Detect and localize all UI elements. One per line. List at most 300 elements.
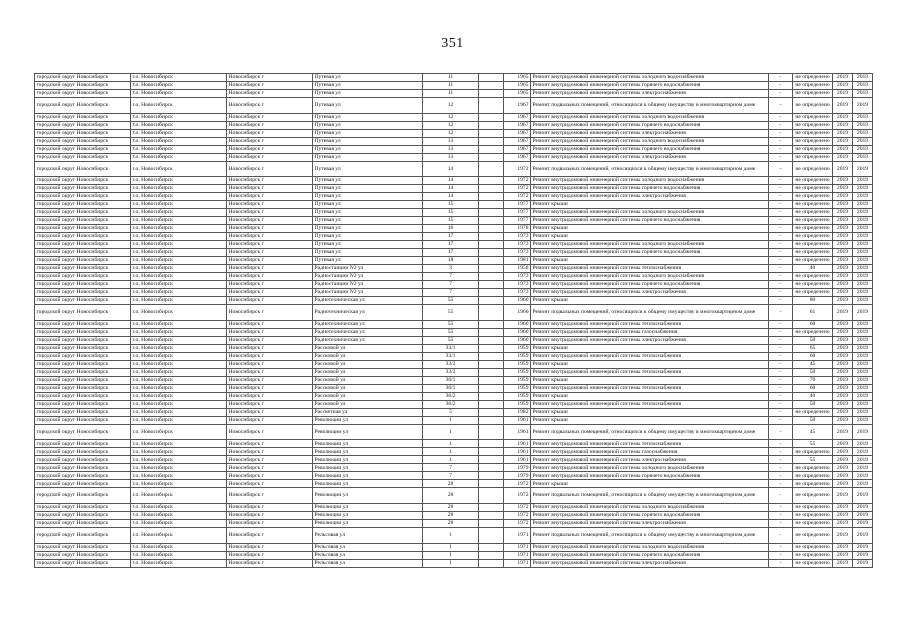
year-built-cell: 1959 [504,352,531,360]
street-cell: Путевая ул [313,257,423,265]
settlement-cell: Новосибирск г [227,74,313,82]
work-type-cell: Ремонт внутридомовой инженерной системы электроснабжения [531,289,769,297]
municipality-cell: городской округ Новосибирск [35,352,131,360]
house-number-cell: 15 [423,217,479,225]
settlement-cell: Новосибирск г [227,440,313,448]
house-number-cell: 7 [423,273,479,281]
settlement-cell: Новосибирск г [227,137,313,145]
plan-year-end-cell: 2019 [853,543,873,551]
house-number-cell: 3 [423,265,479,273]
dash-cell-cell: - [769,320,793,328]
quantity-cell: не определено [793,241,833,249]
municipality-cell: городской округ Новосибирск [35,209,131,217]
building-cell [479,527,504,543]
table-row [35,543,873,551]
settlement-cell: Новосибирск г [227,352,313,360]
settlement-cell: Новосибирск г [227,121,313,129]
year-built-cell: 1960 [504,328,531,336]
settlement-cell: Новосибирск г [227,519,313,527]
building-cell [479,265,504,273]
table-row [35,225,873,233]
dash-cell-cell: - [769,464,793,472]
plan-year-start-cell: 2019 [833,98,853,114]
dash-cell-cell: - [769,249,793,257]
table-row [35,90,873,98]
work-type-cell: Ремонт внутридомовой инженерной системы горячего водоснабжения [531,249,769,257]
year-built-cell: 1972 [504,480,531,488]
plan-year-end-cell: 2019 [853,416,873,424]
dash-cell-cell: - [769,551,793,559]
street-cell: Путевая ул [313,153,423,161]
plan-year-end-cell: 2019 [853,98,873,114]
plan-year-end-cell: 2019 [853,74,873,82]
municipal-district-cell: г.о. Новосибирск [131,368,227,376]
settlement-cell: Новосибирск г [227,503,313,511]
building-cell [479,177,504,185]
house-number-cell: 28 [423,519,479,527]
plan-year-end-cell: 2019 [853,217,873,225]
table-row [35,352,873,360]
street-cell: Революции ул [313,503,423,511]
settlement-cell: Новосибирск г [227,551,313,559]
work-type-cell: Ремонт внутридомовой инженерной системы теплоснабжения [531,384,769,392]
table-row [35,281,873,289]
municipal-district-cell: г.о. Новосибирск [131,305,227,321]
table-row [35,384,873,392]
table-row [35,201,873,209]
plan-year-end-cell: 2019 [853,297,873,305]
municipality-cell: городской округ Новосибирск [35,297,131,305]
house-number-cell: 11 [423,90,479,98]
building-cell [479,121,504,129]
municipal-district-cell: г.о. Новосибирск [131,273,227,281]
work-type-cell: Ремонт внутридомовой инженерной системы электроснабжения [531,90,769,98]
street-cell: Путевая ул [313,201,423,209]
building-cell [479,344,504,352]
building-cell [479,448,504,456]
plan-year-end-cell: 2019 [853,368,873,376]
house-number-cell: 14 [423,193,479,201]
plan-year-start-cell: 2019 [833,456,853,464]
settlement-cell: Новосибирск г [227,336,313,344]
quantity-cell: 45 [793,424,833,440]
municipality-cell: городской округ Новосибирск [35,225,131,233]
dash-cell-cell: - [769,273,793,281]
plan-year-start-cell: 2019 [833,129,853,137]
settlement-cell: Новосибирск г [227,400,313,408]
work-type-cell: Ремонт внутридомовой инженерной системы теплоснабжения [531,440,769,448]
plan-year-end-cell: 2019 [853,121,873,129]
year-built-cell: 1959 [504,344,531,352]
plan-year-start-cell: 2019 [833,273,853,281]
building-cell [479,145,504,153]
quantity-cell: 40 [793,265,833,273]
building-cell [479,297,504,305]
dash-cell-cell: - [769,193,793,201]
building-cell [479,320,504,328]
dash-cell-cell: - [769,90,793,98]
quantity-cell: не определено [793,217,833,225]
settlement-cell: Новосибирск г [227,273,313,281]
plan-year-start-cell: 2019 [833,320,853,328]
municipal-district-cell: г.о. Новосибирск [131,408,227,416]
building-cell [479,281,504,289]
plan-year-end-cell: 2019 [853,448,873,456]
table-row [35,368,873,376]
municipal-district-cell: г.о. Новосибирск [131,241,227,249]
work-type-cell: Ремонт крыши [531,416,769,424]
building-cell [479,193,504,201]
house-number-cell: 17 [423,249,479,257]
municipality-cell: городской округ Новосибирск [35,527,131,543]
quantity-cell: не определено [793,519,833,527]
settlement-cell: Новосибирск г [227,416,313,424]
plan-year-end-cell: 2019 [853,82,873,90]
quantity-cell: не определено [793,408,833,416]
plan-year-start-cell: 2019 [833,137,853,145]
year-built-cell: 1961 [504,440,531,448]
municipality-cell: городской округ Новосибирск [35,98,131,114]
year-built-cell: 1973 [504,241,531,249]
plan-year-start-cell: 2019 [833,209,853,217]
dash-cell-cell: - [769,113,793,121]
building-cell [479,519,504,527]
municipality-cell: городской округ Новосибирск [35,90,131,98]
table-row [35,456,873,464]
settlement-cell: Новосибирск г [227,161,313,177]
house-number-cell: 36/1 [423,376,479,384]
settlement-cell: Новосибирск г [227,82,313,90]
building-cell [479,360,504,368]
work-type-cell: Ремонт внутридомовой инженерной системы горячего водоснабжения [531,82,769,90]
settlement-cell: Новосибирск г [227,113,313,121]
municipality-cell: городской округ Новосибирск [35,448,131,456]
settlement-cell: Новосибирск г [227,408,313,416]
quantity-cell: 60 [793,320,833,328]
building-cell [479,464,504,472]
table-row [35,400,873,408]
building-cell [479,241,504,249]
building-cell [479,249,504,257]
plan-year-end-cell: 2019 [853,328,873,336]
building-cell [479,225,504,233]
plan-year-start-cell: 2019 [833,257,853,265]
house-number-cell: 28 [423,511,479,519]
table-row [35,336,873,344]
year-built-cell: 1961 [504,424,531,440]
plan-year-start-cell: 2019 [833,376,853,384]
house-number-cell: 17 [423,233,479,241]
house-number-cell: 16 [423,225,479,233]
plan-year-end-cell: 2019 [853,113,873,121]
registry-body [35,74,873,568]
plan-year-end-cell: 2019 [853,177,873,185]
quantity-cell: не определено [793,121,833,129]
work-type-cell: Ремонт внутридомовой инженерной системы горячего водоснабжения [531,281,769,289]
house-number-cell: 36/2 [423,400,479,408]
year-built-cell: 1959 [504,376,531,384]
dash-cell-cell: - [769,488,793,504]
plan-year-start-cell: 2019 [833,225,853,233]
table-row [35,440,873,448]
work-type-cell: Ремонт внутридомовой инженерной системы электроснабжения [531,129,769,137]
settlement-cell: Новосибирск г [227,527,313,543]
table-row [35,297,873,305]
dash-cell-cell: - [769,74,793,82]
plan-year-start-cell: 2019 [833,352,853,360]
work-type-cell: Ремонт крыши [531,201,769,209]
street-cell: Революции ул [313,472,423,480]
work-type-cell: Ремонт внутридомовой инженерной системы холодного водоснабжения [531,503,769,511]
house-number-cell: 18 [423,257,479,265]
street-cell: Путевая ул [313,137,423,145]
settlement-cell: Новосибирск г [227,225,313,233]
building-cell [479,424,504,440]
house-number-cell: 17 [423,241,479,249]
plan-year-end-cell: 2019 [853,360,873,368]
municipal-district-cell: г.о. Новосибирск [131,480,227,488]
municipality-cell: городской округ Новосибирск [35,551,131,559]
street-cell: Рельсовая ул [313,543,423,551]
municipality-cell: городской округ Новосибирск [35,472,131,480]
municipality-cell: городской округ Новосибирск [35,257,131,265]
plan-year-start-cell: 2019 [833,90,853,98]
quantity-cell: не определено [793,90,833,98]
municipal-district-cell: г.о. Новосибирск [131,265,227,273]
municipality-cell: городской округ Новосибирск [35,416,131,424]
year-built-cell: 1972 [504,511,531,519]
year-built-cell: 1982 [504,408,531,416]
table-row [35,360,873,368]
settlement-cell: Новосибирск г [227,328,313,336]
building-cell [479,543,504,551]
municipal-district-cell: г.о. Новосибирск [131,472,227,480]
year-built-cell: 1960 [504,297,531,305]
municipal-district-cell: г.о. Новосибирск [131,82,227,90]
municipality-cell: городской округ Новосибирск [35,408,131,416]
building-cell [479,511,504,519]
plan-year-end-cell: 2019 [853,289,873,297]
municipal-district-cell: г.о. Новосибирск [131,543,227,551]
street-cell: Путевая ул [313,161,423,177]
plan-year-start-cell: 2019 [833,74,853,82]
plan-year-end-cell: 2019 [853,344,873,352]
building-cell [479,488,504,504]
municipality-cell: городской округ Новосибирск [35,241,131,249]
municipality-cell: городской округ Новосибирск [35,137,131,145]
house-number-cell: 7 [423,472,479,480]
house-number-cell: 36/1 [423,384,479,392]
municipal-district-cell: г.о. Новосибирск [131,153,227,161]
building-cell [479,113,504,121]
plan-year-end-cell: 2019 [853,305,873,321]
table-row [35,273,873,281]
work-type-cell: Ремонт внутридомовой инженерной системы холодного водоснабжения [531,273,769,281]
dash-cell-cell: - [769,440,793,448]
plan-year-start-cell: 2019 [833,400,853,408]
quantity-cell: не определено [793,225,833,233]
dash-cell-cell: - [769,424,793,440]
settlement-cell: Новосибирск г [227,90,313,98]
table-row [35,559,873,567]
house-number-cell: 55 [423,320,479,328]
building-cell [479,352,504,360]
plan-year-end-cell: 2019 [853,336,873,344]
municipality-cell: городской округ Новосибирск [35,344,131,352]
year-built-cell: 1967 [504,137,531,145]
building-cell [479,480,504,488]
dash-cell-cell: - [769,400,793,408]
plan-year-end-cell: 2019 [853,464,873,472]
settlement-cell: Новосибирск г [227,257,313,265]
building-cell [479,289,504,297]
house-number-cell: 1 [423,527,479,543]
municipality-cell: городской округ Новосибирск [35,360,131,368]
street-cell: Рельсовая ул [313,559,423,567]
quantity-cell: 50 [793,400,833,408]
building-cell [479,336,504,344]
municipality-cell: городской округ Новосибирск [35,273,131,281]
work-type-cell: Ремонт внутридомовой инженерной системы электроснабжения [531,519,769,527]
plan-year-end-cell: 2019 [853,320,873,328]
dash-cell-cell: - [769,336,793,344]
work-type-cell: Ремонт внутридомовой инженерной системы горячего водоснабжения [531,217,769,225]
year-built-cell: 1972 [504,177,531,185]
municipal-district-cell: г.о. Новосибирск [131,121,227,129]
table-row [35,185,873,193]
work-type-cell: Ремонт внутридомовой инженерной системы горячего водоснабжения [531,121,769,129]
house-number-cell: 55 [423,305,479,321]
year-built-cell: 1979 [504,464,531,472]
work-type-cell: Ремонт внутридомовой инженерной системы горячего водоснабжения [531,185,769,193]
work-type-cell: Ремонт внутридомовой инженерной системы теплоснабжения [531,352,769,360]
building-cell [479,376,504,384]
year-built-cell: 1958 [504,265,531,273]
house-number-cell: 33/1 [423,352,479,360]
street-cell: Рассковой ул [313,360,423,368]
municipality-cell: городской округ Новосибирск [35,145,131,153]
dash-cell-cell: - [769,472,793,480]
house-number-cell: 33/2 [423,368,479,376]
quantity-cell: не определено [793,257,833,265]
municipality-cell: городской округ Новосибирск [35,480,131,488]
quantity-cell: 60 [793,384,833,392]
dash-cell-cell: - [769,360,793,368]
street-cell: Путевая ул [313,129,423,137]
settlement-cell: Новосибирск г [227,129,313,137]
year-built-cell: 1965 [504,82,531,90]
settlement-cell: Новосибирск г [227,392,313,400]
plan-year-end-cell: 2019 [853,209,873,217]
settlement-cell: Новосибирск г [227,265,313,273]
building-cell [479,98,504,114]
building-cell [479,400,504,408]
building-cell [479,82,504,90]
quantity-cell: 45 [793,360,833,368]
year-built-cell: 1967 [504,129,531,137]
municipal-district-cell: г.о. Новосибирск [131,193,227,201]
municipal-district-cell: г.о. Новосибирск [131,113,227,121]
work-type-cell: Ремонт подвальных помещений, относящихся к общему имуществу в многоквартирном доме [531,98,769,114]
house-number-cell: 7 [423,464,479,472]
plan-year-start-cell: 2019 [833,193,853,201]
table-row [35,193,873,201]
work-type-cell: Ремонт внутридомовой инженерной системы холодного водоснабжения [531,464,769,472]
municipal-district-cell: г.о. Новосибирск [131,145,227,153]
building-cell [479,273,504,281]
street-cell: Путевая ул [313,82,423,90]
plan-year-end-cell: 2019 [853,90,873,98]
dash-cell-cell: - [769,225,793,233]
dash-cell-cell: - [769,328,793,336]
municipality-cell: городской округ Новосибирск [35,503,131,511]
municipality-cell: городской округ Новосибирск [35,376,131,384]
plan-year-start-cell: 2019 [833,551,853,559]
work-type-cell: Ремонт внутридомовой инженерной системы горячего водоснабжения [531,511,769,519]
dash-cell-cell: - [769,209,793,217]
plan-year-end-cell: 2019 [853,185,873,193]
table-row [35,137,873,145]
settlement-cell: Новосибирск г [227,344,313,352]
table-row [35,161,873,177]
dash-cell-cell: - [769,519,793,527]
street-cell: Путевая ул [313,217,423,225]
plan-year-start-cell: 2019 [833,448,853,456]
building-cell [479,153,504,161]
plan-year-start-cell: 2019 [833,440,853,448]
municipal-district-cell: г.о. Новосибирск [131,328,227,336]
municipal-district-cell: г.о. Новосибирск [131,137,227,145]
plan-year-end-cell: 2019 [853,225,873,233]
year-built-cell: 1959 [504,392,531,400]
street-cell: Революции ул [313,511,423,519]
settlement-cell: Новосибирск г [227,201,313,209]
plan-year-start-cell: 2019 [833,408,853,416]
house-number-cell: 7 [423,289,479,297]
building-cell [479,472,504,480]
plan-year-start-cell: 2019 [833,464,853,472]
plan-year-end-cell: 2019 [853,503,873,511]
work-type-cell: Ремонт внутридомовой инженерной системы электроснабжения [531,193,769,201]
work-type-cell: Ремонт внутридомовой инженерной системы горячего водоснабжения [531,472,769,480]
dash-cell-cell: - [769,153,793,161]
settlement-cell: Новосибирск г [227,384,313,392]
work-type-cell: Ремонт крыши [531,233,769,241]
house-number-cell: 12 [423,113,479,121]
table-row [35,177,873,185]
table-row [35,257,873,265]
plan-year-start-cell: 2019 [833,297,853,305]
house-number-cell: 28 [423,503,479,511]
work-type-cell: Ремонт внутридомовой инженерной системы электроснабжения [531,153,769,161]
work-type-cell: Ремонт крыши [531,376,769,384]
settlement-cell: Новосибирск г [227,289,313,297]
plan-year-start-cell: 2019 [833,113,853,121]
work-type-cell: Ремонт подвальных помещений, относящихся к общему имуществу в многоквартирном доме [531,527,769,543]
dash-cell-cell: - [769,368,793,376]
settlement-cell: Новосибирск г [227,360,313,368]
street-cell: Путевая ул [313,90,423,98]
house-number-cell: 5 [423,408,479,416]
municipal-district-cell: г.о. Новосибирск [131,257,227,265]
quantity-cell: не определено [793,249,833,257]
quantity-cell: не определено [793,289,833,297]
table-row [35,121,873,129]
municipality-cell: городской округ Новосибирск [35,559,131,567]
settlement-cell: Новосибирск г [227,185,313,193]
work-type-cell: Ремонт внутридомовой инженерной системы горячего водоснабжения [531,551,769,559]
table-row [35,448,873,456]
